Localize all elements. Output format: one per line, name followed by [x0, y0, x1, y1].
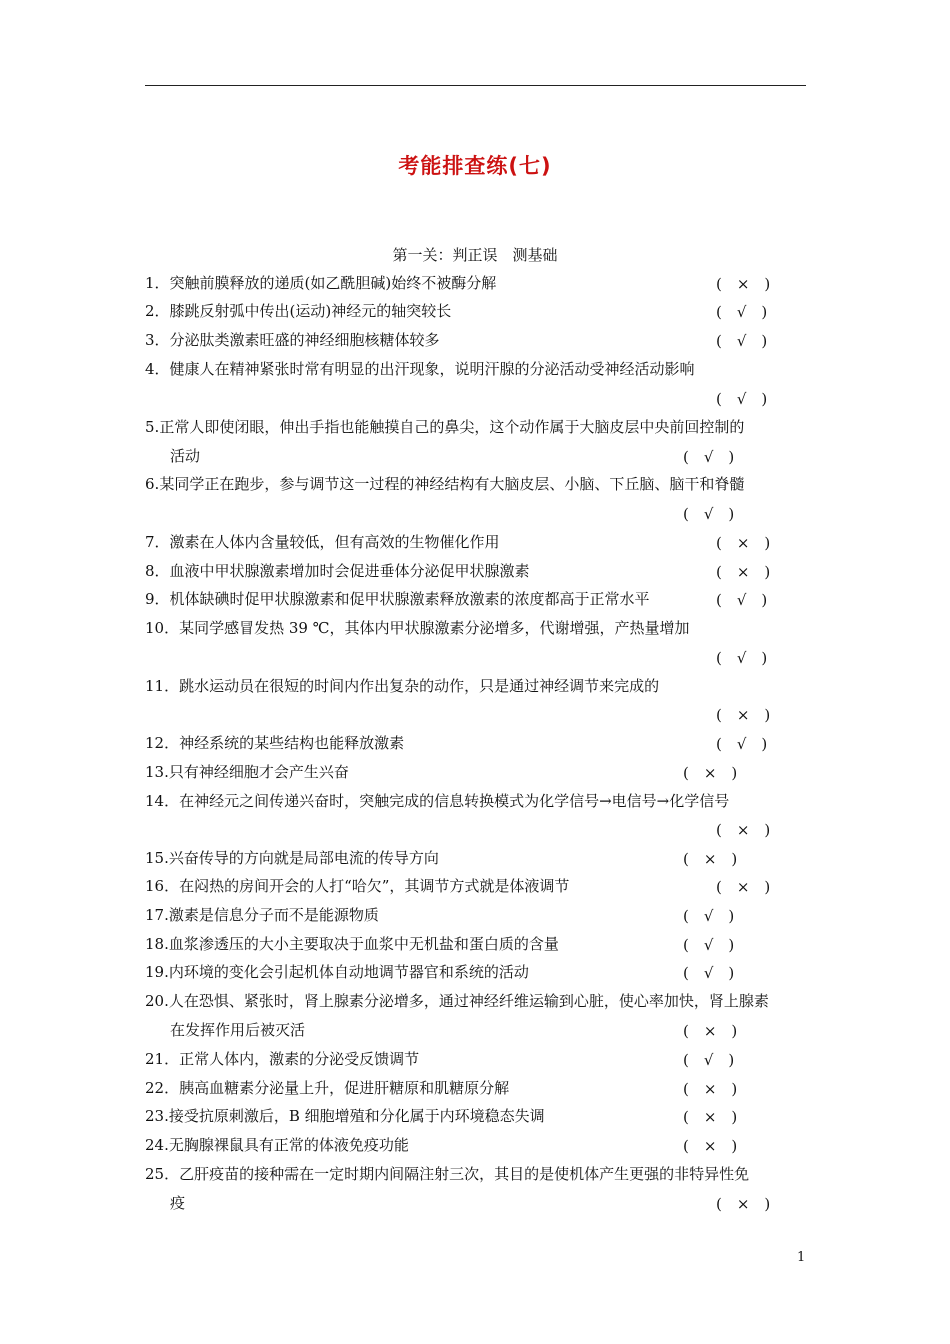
question-number: 18.	[145, 935, 169, 953]
answer-mark: ( × )	[716, 563, 771, 581]
question-number: 1．	[145, 274, 170, 292]
question-number: 24.	[145, 1136, 169, 1154]
answer-mark: ( √ )	[716, 303, 768, 321]
section-heading: 第一关：判正误 测基础	[392, 246, 558, 264]
answer-mark: ( × )	[683, 1137, 738, 1155]
question-text: 在神经元之间传递兴奋时，突触完成的信息转换模式为化学信号→电信号→化学信号	[179, 792, 730, 810]
answer-mark: ( × )	[716, 706, 771, 724]
question-text: 膝跳反射弧中传出(运动)神经元的轴突较长	[169, 302, 452, 320]
question-text: 激素在人体内含量较低，但有高效的生物催化作用	[169, 533, 500, 551]
question-text: 血浆渗透压的大小主要取决于血浆中无机盐和蛋白质的含量	[168, 935, 559, 953]
question-text: 血液中甲状腺激素增加时会促进垂体分泌促甲状腺激素	[169, 562, 530, 580]
question-item	[145, 273, 807, 293]
question-item	[145, 876, 807, 896]
question-number: 7．	[145, 533, 170, 551]
question-item	[145, 676, 807, 696]
question-item	[145, 474, 807, 494]
question-number: 20.	[145, 992, 169, 1010]
question-item	[145, 1164, 807, 1184]
question-number: 14．	[145, 792, 180, 810]
answer-mark: ( × )	[683, 1080, 738, 1098]
answer-mark: ( × )	[716, 821, 771, 839]
question-number: 19.	[145, 963, 169, 981]
question-item	[145, 791, 807, 811]
answer-mark: ( √ )	[683, 936, 735, 954]
question-text-continuation: 在发挥作用后被灭活	[170, 1021, 306, 1039]
question-item	[145, 618, 807, 638]
answer-mark: ( × )	[716, 878, 771, 896]
question-text: 正常人体内，激素的分泌受反馈调节	[179, 1050, 420, 1068]
question-number: 23.	[145, 1107, 169, 1125]
answer-mark: ( √ )	[716, 735, 768, 753]
question-text: 跳水运动员在很短的时间内作出复杂的动作，只是通过神经调节来完成的	[179, 677, 660, 695]
question-number: 8．	[145, 562, 170, 580]
question-text: 神经系统的某些结构也能释放激素	[179, 734, 405, 752]
question-text: 机体缺碘时促甲状腺激素和促甲状腺激素释放激素的浓度都高于正常水平	[169, 590, 650, 608]
page-number: 1	[797, 1250, 806, 1265]
question-text: 接受抗原刺激后，B 细胞增殖和分化属于内环境稳态失调	[168, 1107, 545, 1125]
question-text: 无胸腺裸鼠具有正常的体液免疫功能	[168, 1136, 409, 1154]
question-number: 15.	[145, 849, 169, 867]
answer-mark: ( √ )	[716, 390, 768, 408]
answer-mark: ( √ )	[683, 907, 735, 925]
question-text: 激素是信息分子而不是能源物质	[168, 906, 379, 924]
question-item	[145, 991, 807, 1011]
question-item	[145, 359, 807, 379]
question-text: 人在恐惧、紧张时，肾上腺素分泌增多，通过神经纤维运输到心脏，使心率加快，肾上腺素	[168, 992, 769, 1010]
question-item	[145, 532, 807, 552]
question-number: 13.	[145, 763, 169, 781]
answer-mark: ( × )	[683, 850, 738, 868]
question-number: 22．	[145, 1079, 180, 1097]
question-text: 兴奋传导的方向就是局部电流的传导方向	[168, 849, 439, 867]
answer-mark: ( √ )	[716, 649, 768, 667]
question-item	[145, 589, 807, 609]
answer-mark: ( √ )	[683, 505, 735, 523]
question-number: 10．	[145, 619, 180, 637]
question-text: 内环境的变化会引起机体自动地调节器官和系统的活动	[168, 963, 529, 981]
question-text: 某同学正在跑步，参与调节这一过程的神经结构有大脑皮层、小脑、下丘脑、脑干和脊髓	[159, 475, 745, 493]
question-text-continuation: 活动	[170, 447, 201, 465]
answer-mark: ( × )	[683, 1022, 738, 1040]
question-number: 25．	[145, 1165, 180, 1183]
question-text: 只有神经细胞才会产生兴奋	[168, 763, 349, 781]
answer-mark: ( √ )	[683, 1051, 735, 1069]
question-number: 6.	[145, 475, 160, 493]
question-item	[145, 301, 807, 321]
question-text: 在闷热的房间开会的人打“哈欠”，其调节方式就是体液调节	[179, 877, 570, 895]
question-number: 11．	[145, 677, 180, 695]
question-item	[145, 330, 807, 350]
question-text: 乙肝疫苗的接种需在一定时期内间隔注射三次，其目的是使机体产生更强的非特异性免	[179, 1165, 750, 1183]
question-number: 21．	[145, 1050, 180, 1068]
answer-mark: ( × )	[683, 1108, 738, 1126]
question-text-continuation: 疫	[170, 1194, 186, 1212]
question-item	[145, 417, 807, 437]
question-number: 4．	[145, 360, 170, 378]
question-text: 健康人在精神紧张时常有明显的出汗现象，说明汗腺的分泌活动受神经活动影响	[169, 360, 695, 378]
answer-mark: ( √ )	[683, 448, 735, 466]
question-number: 16．	[145, 877, 180, 895]
question-number: 2．	[145, 302, 170, 320]
answer-mark: ( √ )	[683, 964, 735, 982]
question-text: 分泌肽类激素旺盛的神经细胞核糖体较多	[169, 331, 440, 349]
question-number: 17.	[145, 906, 169, 924]
document-title: 考能排查练(七)	[398, 154, 552, 178]
question-number: 5.	[145, 418, 160, 436]
question-text: 某同学感冒发热 39 ℃，其体内甲状腺激素分泌增多，代谢增强，产热量增加	[179, 619, 690, 637]
question-item	[145, 733, 807, 753]
answer-mark: ( √ )	[716, 332, 768, 350]
answer-mark: ( √ )	[716, 591, 768, 609]
question-text: 正常人即使闭眼，伸出手指也能触摸自己的鼻尖，这个动作属于大脑皮层中央前回控制的	[159, 418, 745, 436]
question-number: 3．	[145, 331, 170, 349]
question-item	[145, 561, 807, 581]
question-text: 胰高血糖素分泌量上升，促进肝糖原和肌糖原分解	[179, 1079, 510, 1097]
answer-mark: ( × )	[683, 764, 738, 782]
question-text: 突触前膜释放的递质(如乙酰胆碱)始终不被酶分解	[169, 274, 497, 292]
answer-mark: ( × )	[716, 534, 771, 552]
top-rule	[145, 85, 806, 86]
answer-mark: ( × )	[716, 275, 771, 293]
question-number: 12．	[145, 734, 180, 752]
answer-mark: ( × )	[716, 1195, 771, 1213]
question-number: 9．	[145, 590, 170, 608]
